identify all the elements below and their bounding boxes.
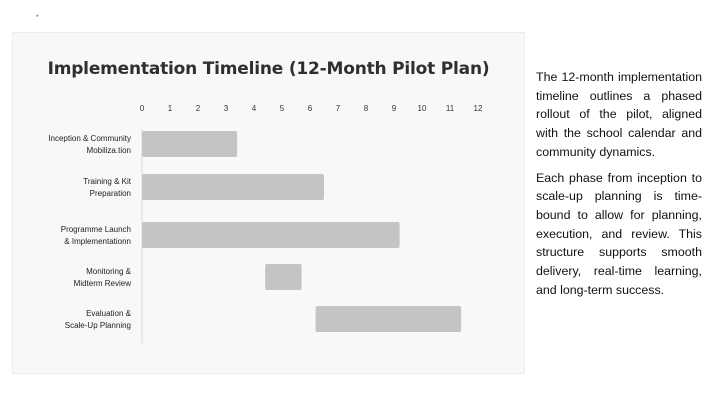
category-label: Mobiliza.tion: [86, 146, 131, 155]
x-tick-label: 7: [335, 104, 341, 113]
category-label: Scale-Up Planning: [64, 321, 131, 330]
x-tick-label: 6: [307, 104, 313, 113]
category-label: Programme Launch: [60, 225, 131, 234]
x-tick-label: 12: [473, 104, 483, 113]
x-tick-label: 0: [139, 104, 145, 113]
side-paragraph-1: The 12-month implementation timeline outlines a phased rollout of the pilot, aligned with the school calendar and community dynamics.: [536, 70, 702, 159]
x-tick-label: 9: [391, 104, 397, 113]
gantt-bar: [316, 306, 462, 332]
x-tick-label: 1: [167, 104, 173, 113]
corner-mark: *: [36, 15, 39, 21]
x-tick-label: 3: [223, 104, 229, 113]
side-paragraph-2: Each phase from inception to scale-up planning is time-bound to allow for planning, execution, and review. This structure supports smooth delivery, real-time learning, and long-term success.: [536, 170, 702, 297]
x-tick-label: 4: [251, 104, 257, 113]
category-label: Midterm Review: [73, 279, 131, 288]
gantt-bar: [142, 131, 237, 157]
x-tick-label: 5: [279, 104, 285, 113]
x-tick-label: 8: [363, 104, 369, 113]
category-label: Evaluation &: [86, 309, 131, 318]
x-tick-label: 11: [445, 104, 455, 113]
gantt-bar: [265, 264, 301, 290]
chart-title: Implementation Timeline (12-Month Pilot Plan): [47, 59, 490, 79]
x-tick-label: 2: [195, 104, 201, 113]
gantt-bar: [142, 174, 324, 200]
category-label: Preparation: [89, 189, 131, 198]
chart-panel: [12, 32, 525, 374]
category-label: Monitoring &: [86, 267, 131, 276]
category-label: Inception & Community: [48, 134, 131, 143]
x-tick-label: 10: [417, 104, 427, 113]
category-label: & Implementationn: [64, 237, 131, 246]
gantt-chart: [13, 33, 524, 373]
gantt-bar: [142, 222, 400, 248]
side-text-panel: [536, 68, 702, 306]
category-label: Training & Kit: [83, 177, 131, 186]
